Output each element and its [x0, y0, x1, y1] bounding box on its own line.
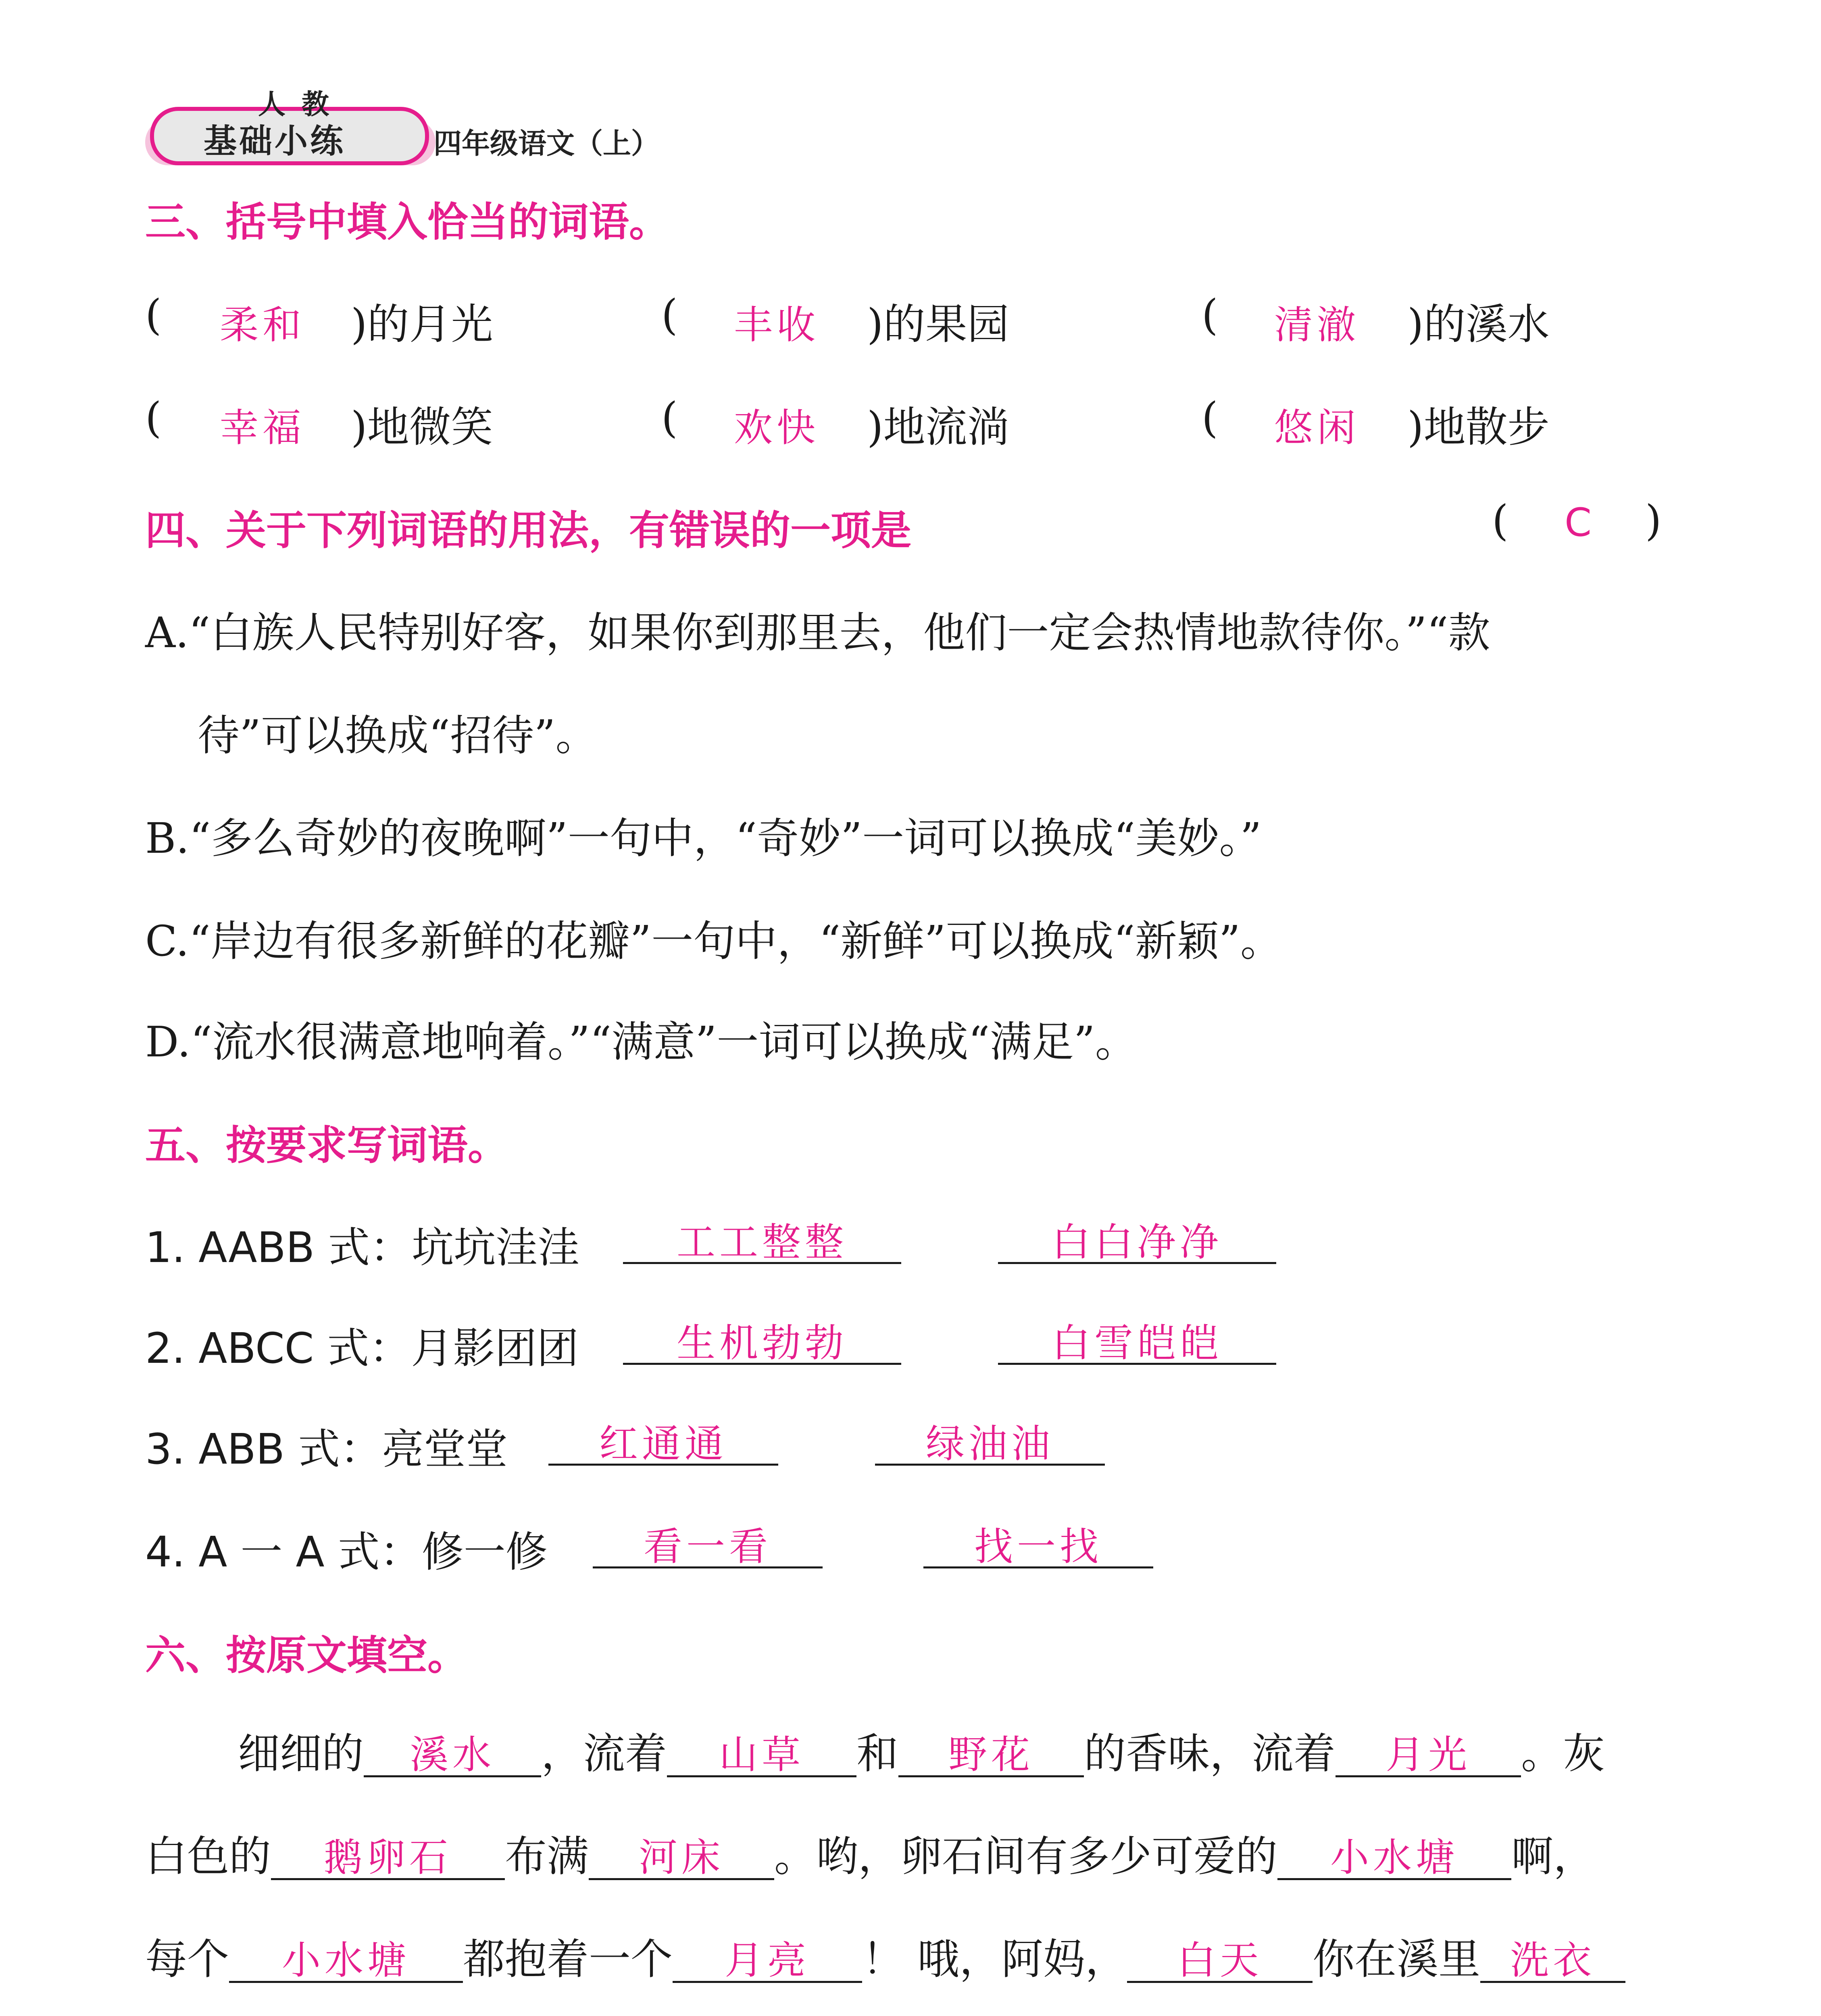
s5-row2-label: 2. ABCC 式：月影团团 [145, 1324, 579, 1373]
s3-item-1: ( [145, 290, 162, 339]
s3-answer-2: 丰收 [734, 302, 819, 348]
section5-title: 五、按要求写词语。 [145, 1122, 508, 1169]
section4-title: 四、关于下列词语的用法，有错误的一项是 [145, 507, 911, 554]
s5-row4-label: 4. A 一 A 式：修一修 [145, 1527, 548, 1577]
s3-tail-3: 的溪水 [1423, 300, 1550, 349]
s5-row4-answer2: 找一找 [923, 1516, 1153, 1568]
s4-answer: C [1565, 500, 1596, 545]
s6-l2-blank1: 鹅卵石 [271, 1837, 505, 1880]
s3-answer-4: 幸福 [220, 405, 305, 450]
s6-l1-text4: 的香味，流着 [1084, 1729, 1336, 1778]
s6-l2-text4: 啊， [1511, 1832, 1596, 1881]
s3-tail-5-wrap: )地流淌 [867, 402, 1009, 452]
s6-l2-text3: 。哟，卵石间有多少可爱的 [774, 1832, 1278, 1881]
section3-title: 三、括号中填入恰当的词语。 [145, 198, 669, 246]
s5-row1-answer2: 白白净净 [998, 1212, 1276, 1264]
s6-l1-blank2: 山草 [667, 1735, 856, 1777]
s3-tail-2: 的果园 [883, 300, 1009, 349]
s6-l3-text1: 每个 [145, 1935, 229, 1984]
section6-title: 六、按原文填空。 [145, 1632, 468, 1679]
s4-answer-paren-open: ( [1492, 496, 1508, 545]
s6-l3-blank3: 白天 [1127, 1940, 1313, 1983]
s6-l3-blank2: 月亮 [673, 1940, 862, 1983]
s6-line-2 [145, 1822, 1595, 1883]
s3-answer-1: 柔和 [220, 302, 305, 348]
s6-l1-text2: ，流着 [541, 1729, 667, 1778]
s5-row2-answer2: 白雪皑皑 [998, 1312, 1276, 1365]
s6-l1-text5: 。灰 [1521, 1729, 1605, 1778]
s3-tail-1-wrap: )的月光 [351, 300, 493, 349]
s4-answer-paren-close: ) [1645, 496, 1662, 545]
s5-row3-label: 3. ABB 式：亮堂堂 [145, 1425, 508, 1474]
s6-l2-blank2: 河床 [589, 1837, 774, 1880]
grade-subject: 四年级语文（上） [433, 127, 659, 160]
s6-l3-text3: ！ 哦，阿妈， [862, 1935, 1127, 1984]
s6-l2-blank3: 小水塘 [1277, 1837, 1511, 1880]
s6-l3-text2: 都抱着一个 [463, 1935, 673, 1984]
s5-row1-label: 1. AABB 式：坑坑洼洼 [145, 1223, 580, 1272]
s4-option-b: B.“多么奇妙的夜晚啊”一句中，“奇妙”一词可以换成“美妙。” [145, 814, 1262, 863]
s3-tail-6-wrap: )地散步 [1407, 402, 1550, 452]
s3-item-4: ( [145, 393, 162, 442]
series-title: 基础小练 [204, 122, 346, 160]
s3-answer-5: 欢快 [734, 405, 819, 450]
s3-answer-3: 清澈 [1274, 302, 1360, 348]
s3-tail-3-wrap: )的溪水 [1407, 300, 1550, 349]
s6-l3-blank4: 洗衣 [1480, 1940, 1625, 1983]
s6-l3-blank1: 小水塘 [229, 1940, 463, 1983]
s3-item-2: ( [661, 290, 678, 339]
s3-tail-4-wrap: )地微笑 [351, 402, 493, 452]
s6-l1-blank3: 野花 [898, 1735, 1084, 1777]
s6-l3-text4: 你在溪里 [1313, 1935, 1481, 1984]
s6-line-3 [145, 1925, 1625, 1986]
s6-l1-blank4: 月光 [1336, 1735, 1521, 1777]
s4-option-a-line1: A.“白族人民特别好客，如果你到那里去，他们一定会热情地款待你。”“款 [145, 608, 1490, 657]
s5-row4-answer1: 看一看 [593, 1516, 823, 1568]
s5-row1-answer1: 工工整整 [623, 1212, 901, 1264]
s5-row2-answer1: 生机勃勃 [623, 1312, 901, 1365]
s3-item-6: ( [1202, 393, 1218, 442]
s3-tail-2-wrap: )的果园 [867, 300, 1009, 349]
s3-tail-6: 地散步 [1423, 402, 1550, 452]
s6-l1-blank1: 溪水 [364, 1735, 541, 1777]
s3-tail-1: 的月光 [367, 300, 493, 349]
s3-tail-4: 地微笑 [367, 402, 493, 452]
s3-tail-5: 地流淌 [883, 402, 1009, 452]
s3-answer-6: 悠闲 [1274, 405, 1360, 450]
s6-l1-text1: 细细的 [238, 1729, 364, 1778]
s4-option-c: C.“岸边有很多新鲜的花瓣”一句中，“新鲜”可以换成“新颖”。 [145, 916, 1282, 966]
s5-row3-answer1: 红通通 [548, 1413, 778, 1466]
s6-l2-text2: 布满 [505, 1832, 589, 1881]
s3-item-3: ( [1202, 290, 1218, 339]
s6-l1-text3: 和 [856, 1729, 899, 1778]
s6-l2-text1: 白色的 [145, 1832, 271, 1881]
s4-option-a-line2: 待”可以换成“招待”。 [198, 711, 598, 760]
s4-option-d: D.“流水很满意地响着。”“满意”一词可以换成“满足”。 [145, 1017, 1137, 1066]
s6-line-1 [238, 1720, 1605, 1780]
s3-item-5: ( [661, 393, 678, 442]
edition-label: 人教 [258, 89, 346, 121]
s5-row3-answer2: 绿油油 [875, 1413, 1105, 1466]
